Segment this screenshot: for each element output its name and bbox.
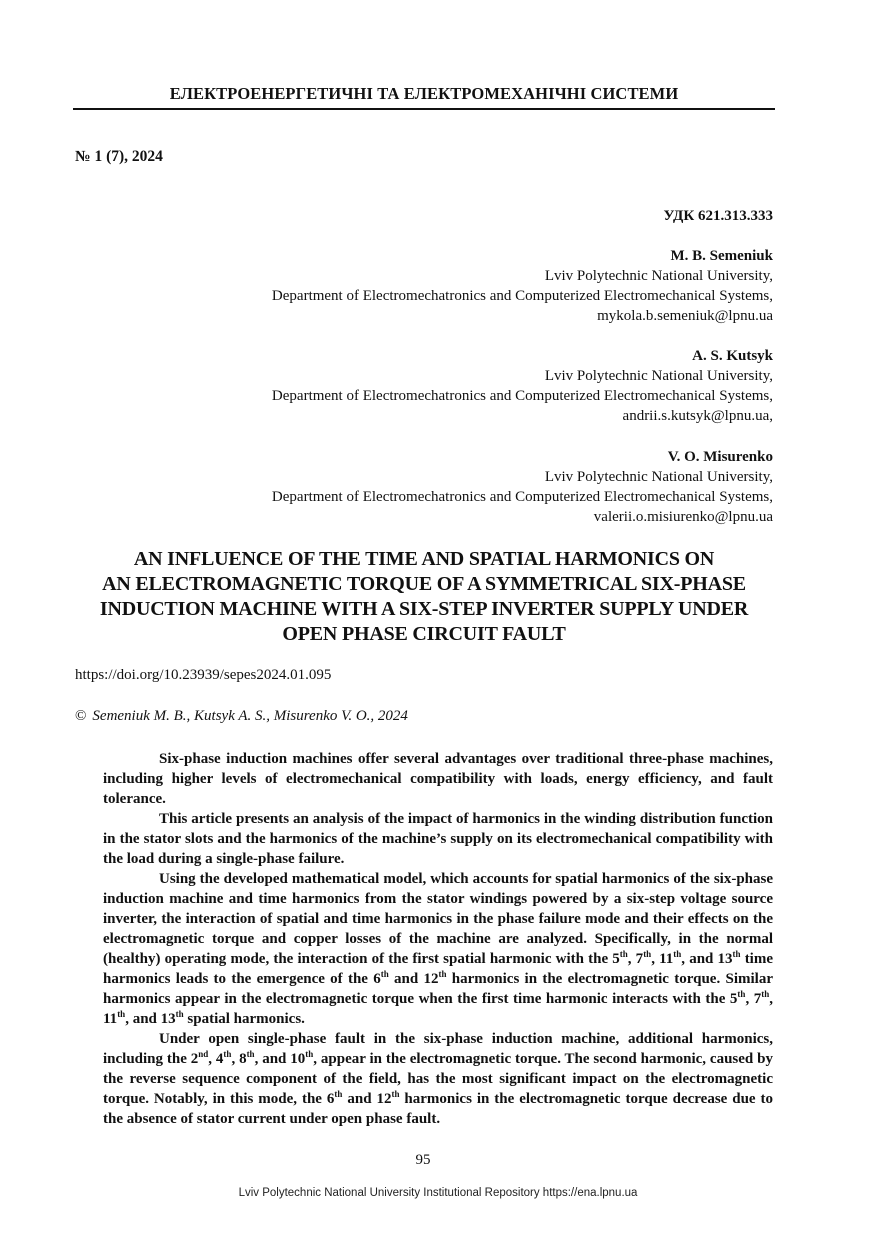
doi-link[interactable]: https://doi.org/10.23939/sepes2024.01.095	[75, 667, 332, 683]
header-divider	[73, 108, 775, 110]
author-block	[272, 447, 773, 527]
copyright-icon: ©	[75, 708, 87, 724]
title-line: OPEN PHASE CIRCUIT FAULT	[282, 623, 566, 645]
author-name: A. S. Kutsyk	[692, 348, 773, 364]
author-department: Department of Electromechatronics and Computerized Electromechanical Systems,	[271, 288, 773, 304]
copyright-names: Semeniuk M. B., Kutsyk A. S., Misurenko V. O., 2024	[92, 708, 408, 724]
copyright-line	[75, 708, 408, 725]
abstract	[103, 749, 773, 1129]
issue-number: № 1 (7), 2024	[75, 148, 163, 165]
abstract-paragraph: Six-phase induction machines offer several advantages over traditional three-phase machines, including higher levels of electromechanical compatibility with loads, energy efficiency, and fault tolerance.	[103, 751, 773, 807]
author-email[interactable]: valerii.o.misiurenko@lpnu.ua	[593, 509, 773, 525]
author-department: Department of Electromechatronics and Computerized Electromechanical Systems,	[271, 489, 773, 505]
author-name: V. O. Misurenko	[667, 449, 773, 465]
author-university: Lviv Polytechnic National University,	[544, 368, 773, 384]
page-number: 95	[415, 1152, 431, 1168]
author-department: Department of Electromechatronics and Computerized Electromechanical Systems,	[271, 388, 773, 404]
udk-code: УДК 621.313.333	[663, 208, 773, 224]
title-line: INDUCTION MACHINE WITH A SIX-STEP INVERTER SUPPLY UNDER	[99, 598, 749, 620]
author-email[interactable]: andrii.s.kutsyk@lpnu.ua,	[622, 408, 773, 424]
abstract-paragraph: Using the developed mathematical model, which accounts for spatial harmonics of the six-phase induction machine and time harmonics from the stator windings powered by a six-step voltage source inverter, the interaction of spatial and time harmonics in the phase failure mode and their effects on the electromagnetic torque and copper losses of the machine are analyzed. Specifically, in the normal (healthy) operating mode, the interaction of the first spatial harmonic with the 5th, 7th, 11th, and 13th time harmonics leads to the emergence of the 6th and 12th harmonics in the electromagnetic torque. Similar harmonics appear in the electromagnetic torque when the first time harmonic interacts with the 5th, 7th, 11th, and 13th spatial harmonics.	[103, 871, 774, 1027]
author-block	[272, 246, 773, 326]
author-name: M. B. Semeniuk	[670, 248, 773, 264]
title-line: AN ELECTROMAGNETIC TORQUE OF A SYMMETRICAL SIX-PHASE	[102, 573, 746, 595]
repository-footer: Lviv Polytechnic National University Institutional Repository https://ena.lpnu.ua	[238, 1187, 638, 1199]
author-email[interactable]: mykola.b.semeniuk@lpnu.ua	[597, 308, 773, 324]
paper-title	[73, 547, 775, 647]
author-university: Lviv Polytechnic National University,	[544, 268, 773, 284]
author-university: Lviv Polytechnic National University,	[544, 469, 773, 485]
author-block	[272, 346, 773, 426]
journal-title: ЕЛЕКТРОЕНЕРГЕТИЧНІ ТА ЕЛЕКТРОМЕХАНІЧНІ СИСТЕМИ	[169, 84, 679, 103]
abstract-paragraph: Under open single-phase fault in the six-phase induction machine, additional harmonics, including the 2nd, 4th, 8th, and 10th, appear in the electromagnetic torque. The second harmonic, caused by the reverse sequence component of the field, has the most significant impact on the electromagnetic torque. Notably, in this mode, the 6th and 12th harmonics in the electromagnetic torque decrease due to the absence of stator current under open phase fault.	[103, 1031, 774, 1127]
abstract-paragraph: This article presents an analysis of the impact of harmonics in the winding distribution function in the stator slots and the harmonics of the machine’s supply on its electromechanical compatibility with the load during a single-phase failure.	[103, 811, 773, 867]
title-line: AN INFLUENCE OF THE TIME AND SPATIAL HARMONICS ON	[133, 548, 715, 570]
